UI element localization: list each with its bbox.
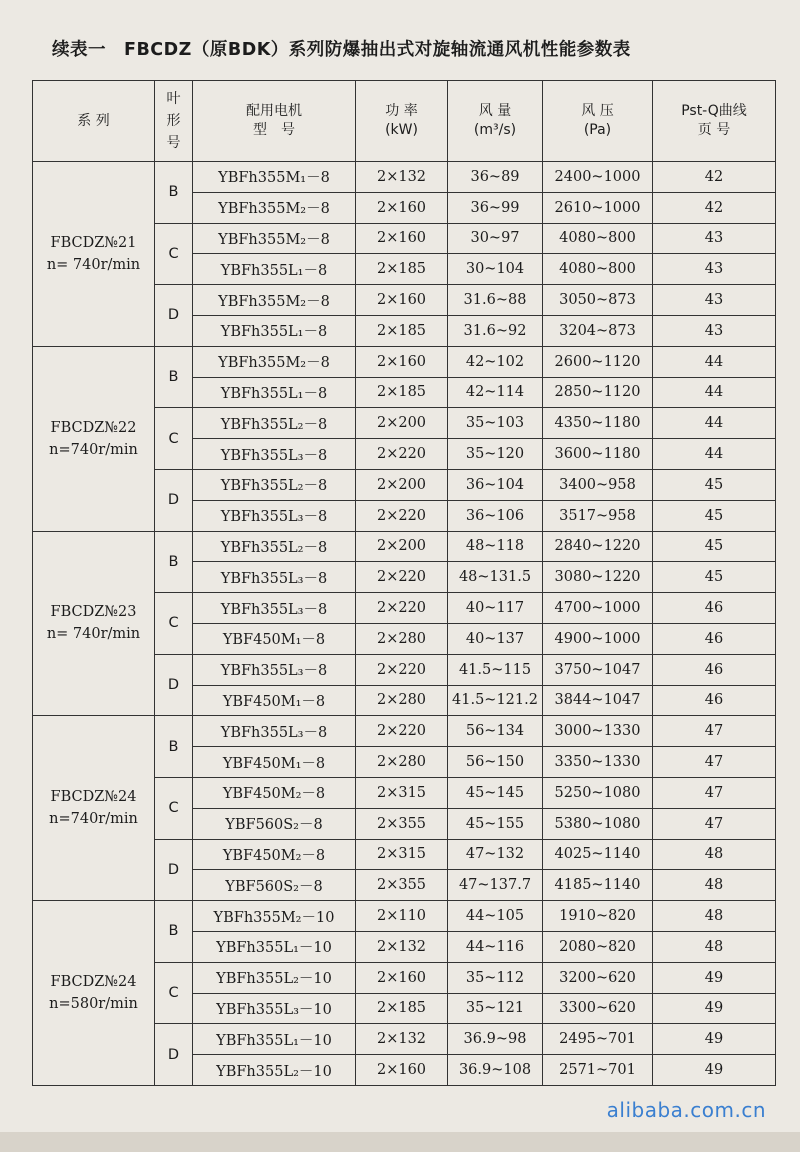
pressure-cell: 2610~1000	[543, 192, 653, 223]
page-cell: 43	[653, 285, 776, 316]
motor-cell: YBF450M₁－8	[193, 747, 356, 778]
motor-cell: YBFh355L₁－8	[193, 315, 356, 346]
flow-cell: 56~150	[448, 747, 543, 778]
power-cell: 2×315	[356, 777, 448, 808]
page-cell: 44	[653, 346, 776, 377]
motor-cell: YBFh355L₃－8	[193, 562, 356, 593]
pressure-cell: 3750~1047	[543, 654, 653, 685]
header-flow-line-1: 风 量	[478, 103, 512, 119]
motor-cell: YBFh355L₃－8	[193, 500, 356, 531]
blade-cell: C	[155, 408, 193, 470]
page-cell: 49	[653, 962, 776, 993]
table-row	[33, 716, 776, 747]
blade-cell: B	[155, 716, 193, 778]
power-cell: 2×355	[356, 870, 448, 901]
motor-cell: YBF450M₁－8	[193, 685, 356, 716]
blade-cell: C	[155, 962, 193, 1024]
motor-cell: YBFh355M₂－8	[193, 285, 356, 316]
page-cell: 42	[653, 162, 776, 193]
pressure-cell: 2495~701	[543, 1024, 653, 1055]
flow-cell: 36~89	[448, 162, 543, 193]
power-cell: 2×200	[356, 469, 448, 500]
page-cell: 47	[653, 808, 776, 839]
series-cell	[33, 346, 155, 531]
flow-cell: 44~105	[448, 901, 543, 932]
pressure-cell: 2571~701	[543, 1055, 653, 1086]
header-blade	[155, 81, 193, 162]
power-cell: 2×220	[356, 500, 448, 531]
header-motor-line-1: 配用电机	[246, 103, 302, 119]
series-cell	[33, 901, 155, 1086]
header-blade-line-1: 叶	[166, 91, 181, 107]
motor-cell: YBFh355L₂－10	[193, 962, 356, 993]
power-cell: 2×220	[356, 593, 448, 624]
pressure-cell: 3000~1330	[543, 716, 653, 747]
flow-cell: 35~121	[448, 993, 543, 1024]
page-cell: 45	[653, 562, 776, 593]
table-row	[33, 162, 776, 193]
motor-cell: YBFh355L₁－8	[193, 377, 356, 408]
power-cell: 2×220	[356, 716, 448, 747]
page-cell: 48	[653, 870, 776, 901]
power-cell: 2×280	[356, 623, 448, 654]
power-cell: 2×132	[356, 1024, 448, 1055]
series-speed: n=580r/min	[49, 996, 138, 1013]
flow-cell: 40~137	[448, 623, 543, 654]
page-cell: 46	[653, 623, 776, 654]
power-cell: 2×160	[356, 223, 448, 254]
table-body	[33, 162, 776, 1086]
power-cell: 2×220	[356, 654, 448, 685]
header-page	[653, 81, 776, 162]
page-cell: 43	[653, 315, 776, 346]
table-row	[33, 531, 776, 562]
flow-cell: 41.5~121.2	[448, 685, 543, 716]
series-name: FBCDZ№24	[50, 974, 137, 991]
motor-cell: YBFh355M₂－8	[193, 192, 356, 223]
motor-cell: YBFh355L₃－8	[193, 716, 356, 747]
motor-cell: YBFh355L₂－10	[193, 1055, 356, 1086]
power-cell: 2×280	[356, 747, 448, 778]
page-cell: 48	[653, 901, 776, 932]
table-header	[33, 81, 776, 162]
power-cell: 2×132	[356, 162, 448, 193]
flow-cell: 35~120	[448, 439, 543, 470]
header-pressure-line-1: 风 压	[581, 103, 614, 119]
blade-cell: D	[155, 285, 193, 347]
header-series: 系 列	[33, 81, 155, 162]
motor-cell: YBFh355L₂－8	[193, 531, 356, 562]
pressure-cell: 2400~1000	[543, 162, 653, 193]
page-cell: 46	[653, 593, 776, 624]
page-cell: 44	[653, 439, 776, 470]
power-cell: 2×280	[356, 685, 448, 716]
watermark: alibaba.com.cn	[606, 1098, 766, 1122]
pressure-cell: 5250~1080	[543, 777, 653, 808]
motor-cell: YBF450M₂－8	[193, 839, 356, 870]
power-cell: 2×160	[356, 285, 448, 316]
page-cell: 45	[653, 500, 776, 531]
pressure-cell: 3844~1047	[543, 685, 653, 716]
pressure-cell: 3080~1220	[543, 562, 653, 593]
pressure-cell: 4025~1140	[543, 839, 653, 870]
power-cell: 2×160	[356, 1055, 448, 1086]
flow-cell: 36.9~98	[448, 1024, 543, 1055]
table-row	[33, 346, 776, 377]
page-cell: 48	[653, 839, 776, 870]
motor-cell: YBFh355L₁－10	[193, 1024, 356, 1055]
motor-cell: YBFh355L₃－8	[193, 593, 356, 624]
flow-cell: 48~131.5	[448, 562, 543, 593]
table-title: 续表一 FBCDZ（原BDK）系列防爆抽出式对旋轴流通风机性能参数表	[52, 40, 631, 60]
power-cell: 2×160	[356, 346, 448, 377]
page-cell: 48	[653, 931, 776, 962]
pressure-cell: 2600~1120	[543, 346, 653, 377]
flow-cell: 30~104	[448, 254, 543, 285]
pressure-cell: 3400~958	[543, 469, 653, 500]
blade-cell: B	[155, 531, 193, 593]
motor-cell: YBFh355L₃－10	[193, 993, 356, 1024]
flow-cell: 44~116	[448, 931, 543, 962]
page-cell: 47	[653, 716, 776, 747]
blade-cell: B	[155, 346, 193, 408]
flow-cell: 36~99	[448, 192, 543, 223]
series-name: FBCDZ№21	[50, 234, 137, 251]
header-power-line-2: (kW)	[385, 122, 418, 138]
motor-cell: YBFh355L₁－10	[193, 931, 356, 962]
page-cell: 49	[653, 1055, 776, 1086]
pressure-cell: 2840~1220	[543, 531, 653, 562]
blade-cell: B	[155, 901, 193, 963]
series-name: FBCDZ№22	[50, 419, 137, 436]
header-page-line-1: Pst-Q曲线	[681, 103, 747, 119]
page-cell: 47	[653, 777, 776, 808]
page-cell: 44	[653, 408, 776, 439]
pressure-cell: 3517~958	[543, 500, 653, 531]
flow-cell: 30~97	[448, 223, 543, 254]
motor-cell: YBF450M₁－8	[193, 623, 356, 654]
flow-cell: 36~106	[448, 500, 543, 531]
flow-cell: 56~134	[448, 716, 543, 747]
flow-cell: 35~103	[448, 408, 543, 439]
page-cell: 47	[653, 747, 776, 778]
power-cell: 2×185	[356, 377, 448, 408]
pressure-cell: 1910~820	[543, 901, 653, 932]
performance-table	[32, 80, 776, 1086]
power-cell: 2×160	[356, 962, 448, 993]
header-flow	[448, 81, 543, 162]
blade-cell: C	[155, 593, 193, 655]
motor-cell: YBF560S₂－8	[193, 870, 356, 901]
pressure-cell: 4350~1180	[543, 408, 653, 439]
power-cell: 2×185	[356, 315, 448, 346]
flow-cell: 31.6~88	[448, 285, 543, 316]
pressure-cell: 5380~1080	[543, 808, 653, 839]
series-speed: n= 740r/min	[46, 626, 141, 643]
pressure-cell: 3204~873	[543, 315, 653, 346]
power-cell: 2×200	[356, 531, 448, 562]
pressure-cell: 4080~800	[543, 223, 653, 254]
flow-cell: 45~145	[448, 777, 543, 808]
page-cell: 49	[653, 1024, 776, 1055]
pressure-cell: 4185~1140	[543, 870, 653, 901]
pressure-cell: 2080~820	[543, 931, 653, 962]
pressure-cell: 3600~1180	[543, 439, 653, 470]
header-power-line-1: 功 率	[385, 103, 418, 119]
pressure-cell: 2850~1120	[543, 377, 653, 408]
power-cell: 2×185	[356, 993, 448, 1024]
header-power	[356, 81, 448, 162]
page-cell: 45	[653, 469, 776, 500]
series-speed: n= 740r/min	[46, 256, 141, 273]
flow-cell: 41.5~115	[448, 654, 543, 685]
flow-cell: 35~112	[448, 962, 543, 993]
power-cell: 2×110	[356, 901, 448, 932]
flow-cell: 47~137.7	[448, 870, 543, 901]
power-cell: 2×220	[356, 439, 448, 470]
flow-cell: 40~117	[448, 593, 543, 624]
motor-cell: YBFh355L₁－8	[193, 254, 356, 285]
motor-cell: YBFh355M₂－8	[193, 223, 356, 254]
motor-cell: YBFh355L₃－8	[193, 654, 356, 685]
table-row	[33, 901, 776, 932]
series-cell	[33, 162, 155, 347]
motor-cell: YBFh355M₂－8	[193, 346, 356, 377]
pressure-cell: 3350~1330	[543, 747, 653, 778]
pressure-cell: 4080~800	[543, 254, 653, 285]
motor-cell: YBFh355M₁－8	[193, 162, 356, 193]
flow-cell: 36~104	[448, 469, 543, 500]
series-cell	[33, 531, 155, 716]
header-pressure	[543, 81, 653, 162]
page-cell: 46	[653, 685, 776, 716]
motor-cell: YBF450M₂－8	[193, 777, 356, 808]
flow-cell: 47~132	[448, 839, 543, 870]
motor-cell: YBFh355M₂－10	[193, 901, 356, 932]
motor-cell: YBFh355L₂－8	[193, 408, 356, 439]
pressure-cell: 4900~1000	[543, 623, 653, 654]
page-cell: 44	[653, 377, 776, 408]
blade-cell: D	[155, 469, 193, 531]
motor-cell: YBFh355L₃－8	[193, 439, 356, 470]
flow-cell: 31.6~92	[448, 315, 543, 346]
series-name: FBCDZ№23	[50, 604, 137, 621]
blade-cell: C	[155, 777, 193, 839]
header-pressure-line-2: (Pa)	[583, 122, 612, 138]
blade-cell: C	[155, 223, 193, 285]
blade-cell: D	[155, 839, 193, 901]
blade-cell: B	[155, 162, 193, 224]
power-cell: 2×200	[356, 408, 448, 439]
flow-cell: 42~114	[448, 377, 543, 408]
header-flow-line-2: (m³/s)	[473, 122, 517, 138]
page-cell: 46	[653, 654, 776, 685]
header-blade-line-3: 号	[166, 135, 181, 151]
pressure-cell: 3050~873	[543, 285, 653, 316]
pressure-cell: 3300~620	[543, 993, 653, 1024]
blade-cell: D	[155, 1024, 193, 1086]
header-page-line-2: 页 号	[697, 122, 731, 138]
pressure-cell: 4700~1000	[543, 593, 653, 624]
power-cell: 2×315	[356, 839, 448, 870]
power-cell: 2×355	[356, 808, 448, 839]
pressure-cell: 3200~620	[543, 962, 653, 993]
flow-cell: 48~118	[448, 531, 543, 562]
page-cell: 49	[653, 993, 776, 1024]
power-cell: 2×220	[356, 562, 448, 593]
series-speed: n=740r/min	[49, 811, 138, 828]
header-motor	[193, 81, 356, 162]
page-cell: 45	[653, 531, 776, 562]
power-cell: 2×160	[356, 192, 448, 223]
blade-cell: D	[155, 654, 193, 716]
page-cell: 43	[653, 223, 776, 254]
power-cell: 2×185	[356, 254, 448, 285]
series-cell	[33, 716, 155, 901]
header-motor-line-2: 型 号	[253, 122, 295, 138]
power-cell: 2×132	[356, 931, 448, 962]
header-blade-line-2: 形	[166, 113, 181, 129]
header-row	[33, 81, 776, 162]
motor-cell: YBF560S₂－8	[193, 808, 356, 839]
series-name: FBCDZ№24	[50, 789, 137, 806]
page-cell: 43	[653, 254, 776, 285]
flow-cell: 36.9~108	[448, 1055, 543, 1086]
flow-cell: 42~102	[448, 346, 543, 377]
motor-cell: YBFh355L₂－8	[193, 469, 356, 500]
page-bottom-edge	[0, 1132, 800, 1152]
flow-cell: 45~155	[448, 808, 543, 839]
series-speed: n=740r/min	[49, 441, 138, 458]
page-cell: 42	[653, 192, 776, 223]
